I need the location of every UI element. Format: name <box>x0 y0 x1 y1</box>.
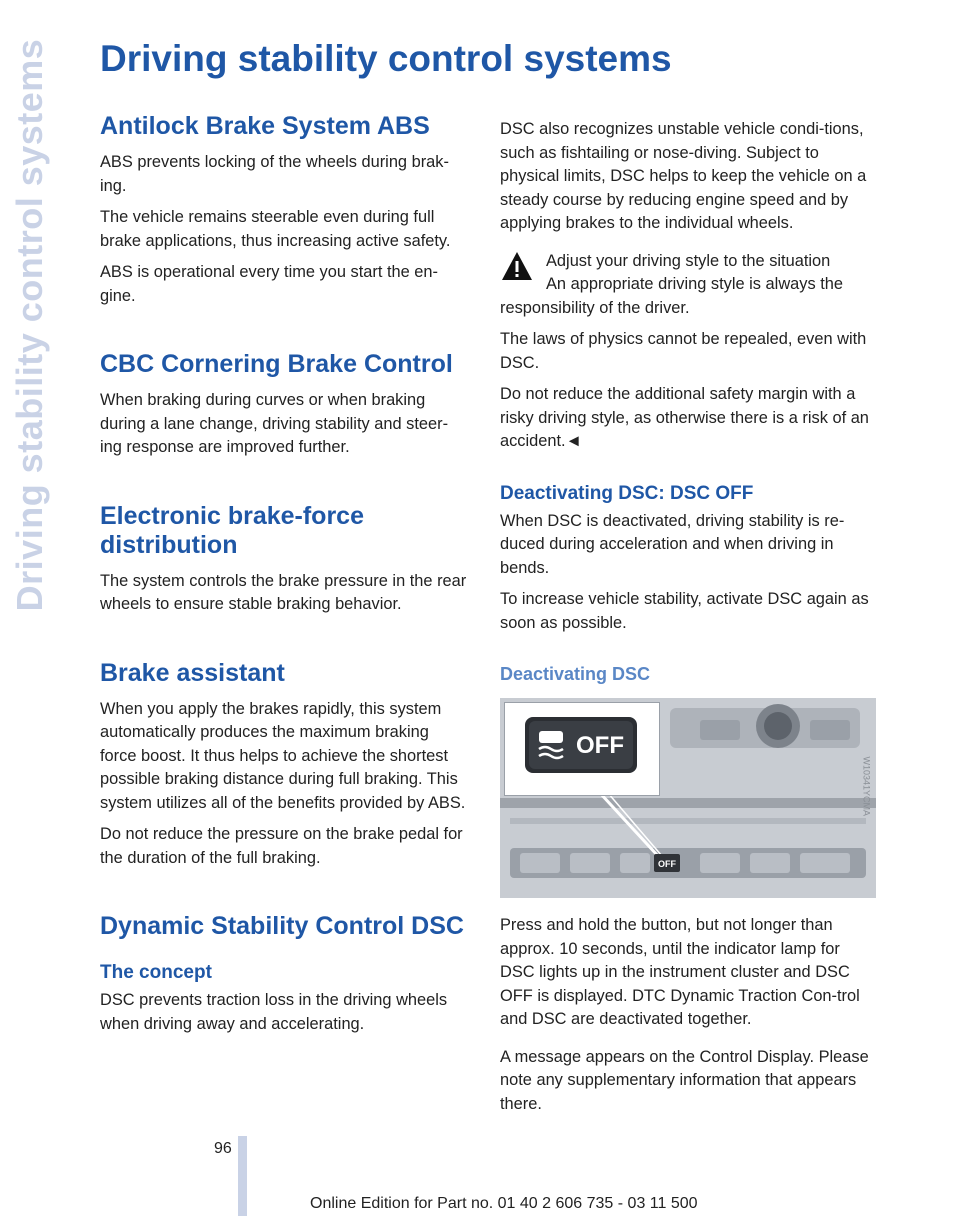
warning-triangle-icon <box>500 250 534 282</box>
brake-assistant-paragraph-1: When you apply the brakes rapidly, this system automatically produces the maximum braking force boost. It thus helps to achieve the shortest possible braking distance during full braking. This system utilizes all of the benefits provided by ABS. <box>100 699 466 812</box>
dsc-concept-heading: The concept <box>100 962 212 983</box>
left-column <box>100 112 468 1044</box>
dsc-heading: Dynamic Stability Control DSC <box>100 912 464 940</box>
footer-bar <box>238 1136 247 1216</box>
ebd-paragraph-1: The system controls the brake pressure in the rear wheels to ensure stable braking behavior. <box>100 571 467 613</box>
deactivating-subheading: Deactivating DSC <box>500 664 651 684</box>
deactivating-paragraph-2: To increase vehicle stability, activate DSC again as soon as possible. <box>500 590 869 632</box>
page-title: Driving stability control systems <box>100 38 672 79</box>
brake-assistant-heading: Brake assistant <box>100 658 285 687</box>
dsc-button-figure <box>500 698 876 898</box>
abs-paragraph-1: ABS prevents locking of the wheels during brak-ing. <box>100 153 449 195</box>
off-button-label: OFF <box>576 732 624 759</box>
dsc-concept-paragraph-1: DSC prevents traction loss in the driving wheels when driving away and accelerating. <box>100 991 448 1033</box>
button-inset <box>504 702 660 796</box>
deactivating-heading: Deactivating DSC: DSC OFF <box>500 482 754 504</box>
warning-paragraph-2: The laws of physics cannot be repealed, even with DSC. <box>500 330 867 372</box>
warning-block <box>500 250 876 454</box>
brake-assistant-paragraph-2: Do not reduce the pressure on the brake pedal for the duration of the full braking. <box>100 825 463 867</box>
small-off-label: OFF <box>658 859 676 869</box>
deactivating-paragraph-1: When DSC is deactivated, driving stability is re-duced during acceleration and when driving in bends. <box>500 511 845 577</box>
cbc-heading: CBC Cornering Brake Control <box>100 350 453 378</box>
right-column <box>500 118 876 1124</box>
figure-code: W10341YCMA <box>862 756 872 816</box>
abs-heading: Antilock Brake System ABS <box>100 112 430 140</box>
ebd-heading: Electronic brake-force distribution <box>100 501 364 559</box>
warning-paragraph-3: Do not reduce the additional safety margin with a risky driving style, as otherwise there is a risk of an accident.◄ <box>500 385 869 450</box>
dsc-concept-paragraph-2: DSC also recognizes unstable vehicle condi-tions, such as fishtailing or nose-diving. Subject to physical limits, DSC helps to keep the vehicle on a steady course by reducing engine speed and by applying brakes to the individual wheels. <box>500 120 867 232</box>
after-figure-paragraph-1: Press and hold the button, but not longer than approx. 10 seconds, until the indicator lamp for DSC lights up in the instrument cluster and DSC OFF is displayed. DTC Dynamic Traction Con-trol and DSC are deactivated together. <box>500 916 860 1028</box>
side-title: Driving stability control systems <box>9 38 50 612</box>
warning-paragraph-1: An appropriate driving style is always the responsibility of the driver. <box>500 275 844 317</box>
after-figure-paragraph-2: A message appears on the Control Display. Please note any supplementary information that appears there. <box>500 1047 869 1113</box>
dsc-off-button-closeup <box>505 703 659 795</box>
page-number: 96 <box>214 1140 232 1157</box>
abs-paragraph-2: The vehicle remains steerable even during full brake applications, thus increasing active safety. <box>100 208 451 250</box>
cbc-paragraph-1: When braking during curves or when braking during a lane change, driving stability and steer-ing response are improved further. <box>100 391 449 456</box>
abs-paragraph-3: ABS is operational every time you start the en-gine. <box>100 263 438 305</box>
online-edition-footer: Online Edition for Part no. 01 40 2 606 735 - 03 11 500 <box>310 1195 698 1212</box>
warning-title: Adjust your driving style to the situation <box>546 251 831 270</box>
